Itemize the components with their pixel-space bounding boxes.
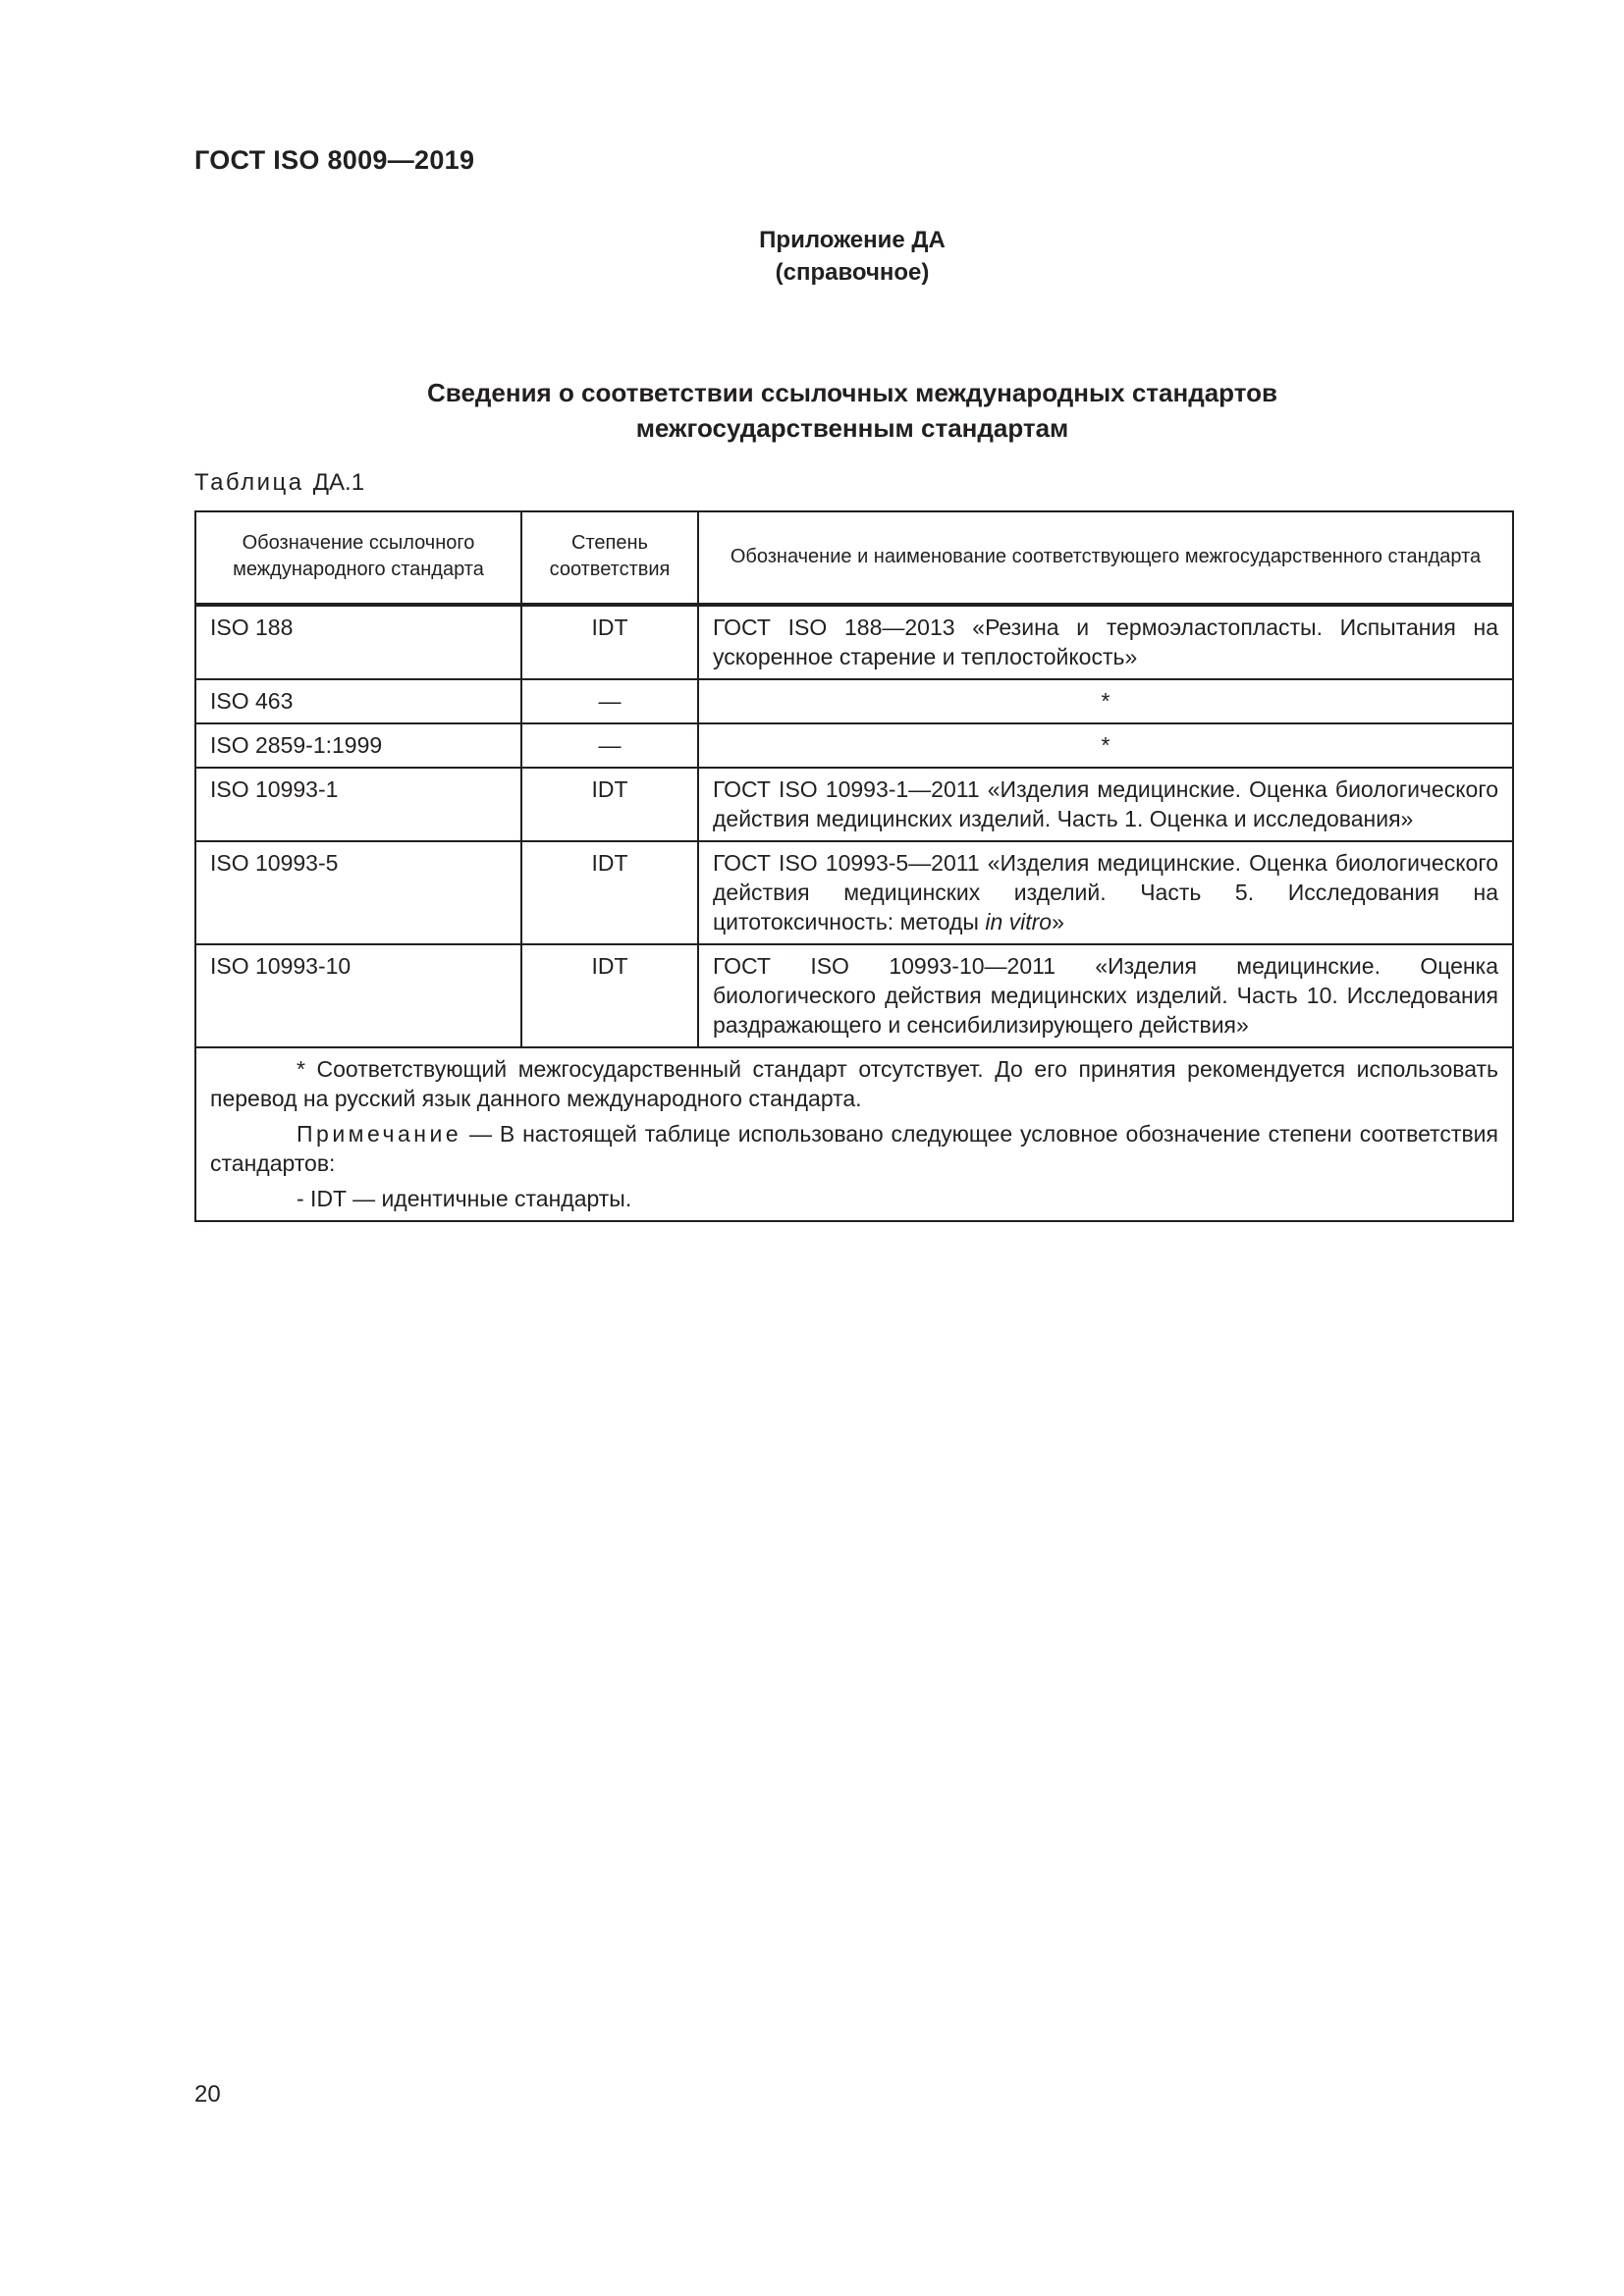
note-text: — В настоящей таблице использовано следующее условное обозначение степени соответствия стандартов: xyxy=(210,1121,1498,1176)
correspondence-table xyxy=(194,510,1514,1222)
ref-italic-text: in vitro xyxy=(985,909,1053,934)
appendix-heading xyxy=(194,224,1510,289)
header-degree: Степень соответствия xyxy=(521,511,698,605)
table-row xyxy=(195,768,1513,841)
table-notes-row xyxy=(195,1047,1513,1221)
table-caption xyxy=(194,469,364,497)
cell-degree: IDT xyxy=(521,605,698,679)
appendix-subtitle: (справочное) xyxy=(775,259,930,286)
header-intl-standard: Обозначение ссылочного международного стандарта xyxy=(195,511,521,605)
table-notes xyxy=(195,1047,1513,1221)
table-row xyxy=(195,944,1513,1047)
cell-intl-standard: ISO 188 xyxy=(195,605,521,679)
note xyxy=(210,1119,1498,1178)
page-number: 20 xyxy=(194,2081,221,2108)
cell-interstate-standard: ГОСТ ISO 10993-1—2011 «Изделия медицинские. Оценка биологического действия медицинских изделий. Часть 1. Оценка и исследования» xyxy=(698,768,1513,841)
table-header-row xyxy=(195,511,1513,605)
cell-intl-standard: ISO 10993-10 xyxy=(195,944,521,1047)
footnote: * Соответствующий межгосударственный стандарт отсутствует. До его принятия рекомендуется использовать перевод на русский язык данного международного стандарта. xyxy=(210,1056,1498,1111)
ref-text-end: » xyxy=(1052,909,1064,934)
section-title xyxy=(194,375,1510,446)
ref-text: ГОСТ ISO 10993-5—2011 «Изделия медицинские. Оценка биологического действия медицинских изделий. Часть 5. Исследования на цитотоксичность: методы xyxy=(713,850,1498,934)
cell-intl-standard: ISO 10993-5 xyxy=(195,841,521,944)
section-title-line2: межгосударственным стандартам xyxy=(635,413,1069,443)
cell-interstate-standard: ГОСТ ISO 188—2013 «Резина и термоэластопласты. Испытания на ускоренное старение и теплостойкость» xyxy=(698,605,1513,679)
cell-interstate-standard: * xyxy=(698,723,1513,768)
table-row xyxy=(195,841,1513,944)
note-list-item: - IDT — идентичные стандарты. xyxy=(297,1186,632,1211)
note-label: Примечание xyxy=(297,1121,462,1147)
table-row xyxy=(195,679,1513,723)
cell-degree: IDT xyxy=(521,944,698,1047)
header-interstate-standard: Обозначение и наименование соответствующего межгосударственного стандарта xyxy=(698,511,1513,605)
section-title-line1: Сведения о соответствии ссылочных международных стандартов xyxy=(427,378,1277,407)
table-row xyxy=(195,723,1513,768)
cell-interstate-standard xyxy=(698,841,1513,944)
table-caption-number: ДА.1 xyxy=(312,469,365,496)
table-row xyxy=(195,605,1513,679)
cell-interstate-standard: ГОСТ ISO 10993-10—2011 «Изделия медицинские. Оценка биологического действия медицинских изделий. Часть 10. Исследования раздражающего и сенсибилизирующего действия» xyxy=(698,944,1513,1047)
cell-interstate-standard: * xyxy=(698,679,1513,723)
table-caption-word: Таблица xyxy=(194,469,304,496)
cell-degree: IDT xyxy=(521,768,698,841)
appendix-title: Приложение ДА xyxy=(759,227,946,253)
document-standard-code: ГОСТ ISO 8009—2019 xyxy=(194,145,475,175)
cell-intl-standard: ISO 2859-1:1999 xyxy=(195,723,521,768)
cell-intl-standard: ISO 463 xyxy=(195,679,521,723)
cell-degree: — xyxy=(521,679,698,723)
cell-degree: IDT xyxy=(521,841,698,944)
cell-intl-standard: ISO 10993-1 xyxy=(195,768,521,841)
cell-degree: — xyxy=(521,723,698,768)
